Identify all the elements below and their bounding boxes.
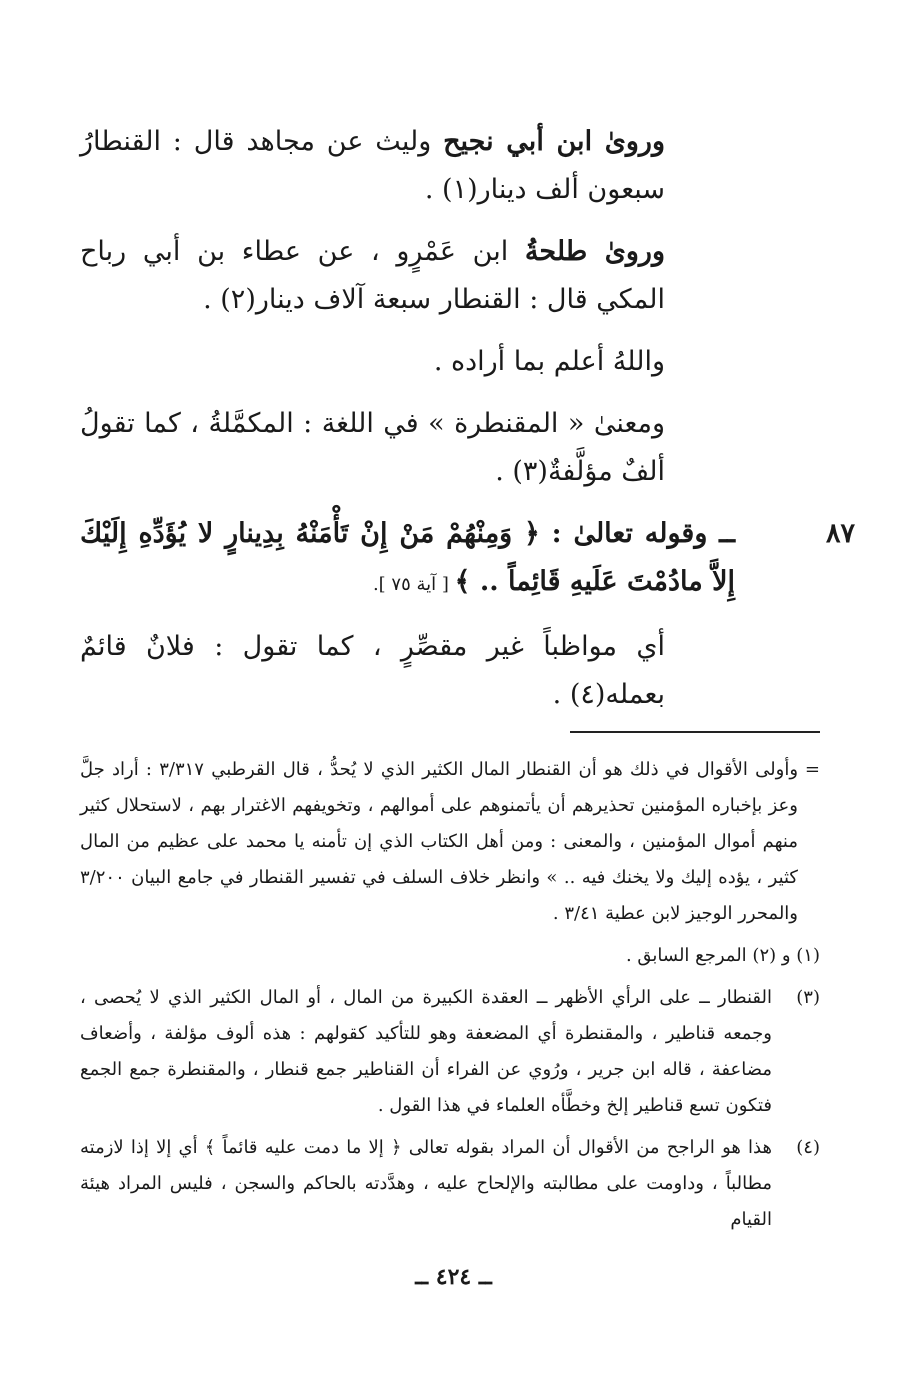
verse-reference: [ آية ٧٥ ]. (372, 574, 455, 595)
footnote-3-number: (٣) (796, 987, 820, 1008)
continuation-marker: = (804, 759, 820, 780)
footnotes (80, 752, 820, 1244)
verse-text (80, 510, 735, 609)
footnote-1-2: (١) و (٢) المرجع السابق . (625, 945, 820, 966)
paragraph-2 (80, 228, 735, 324)
verse-quote: ــ وقوله تعالیٰ : ﴿ وَمِنْهُمْ مَنْ إِنْ تَأْمَنْهُ بِدِينارٍ لا يُؤَدِّهِ إِلَيْكَ إِلاَّ مادُمْتَ عَلَيهِ قَائِماً .. ﴾ (80, 518, 735, 597)
main-text (80, 118, 855, 733)
footnote-continued (80, 752, 820, 932)
narrator-name: ورویٰ ابن أبي نجيح (443, 126, 665, 157)
footnote-4 (80, 1130, 820, 1238)
paragraph-1 (80, 118, 735, 214)
paragraph-5: أي مواظباً غير مقصِّرٍ ، كما تقول : فلانٌ قائمٌ بعمله(٤) . (80, 631, 665, 710)
footnote-continued-text: وأولى الأقوال في ذلك هو أن القنطار المال الكثير الذي لا يُحدُّ ، قال القرطبي ٣/٣١٧ : أراد جلَّ وعز بإخباره المؤمنين تحذيرهم أن يأتمنوهم على أموالهم ، وتخويفهم الاغترار بهم ، لاستحلال كثير منهم أموال المؤمنين ، والمعنى : ومن أهل الكتاب الذي إن تأمنه يا محمد على عظيم من المال كثير ، يؤده إليك ولا يخنك فيه .. » وانظر خلاف السلف في تفسير القنطار في جامع البيان ٣/٢٠٠ والمحرر الوجيز لابن عطية ٣/٤١ . (80, 759, 799, 924)
footnote-4-number: (٤) (796, 1137, 820, 1158)
paragraph-2-text: ابن عَمْرٍو ، عن عطاء بن أبي رباح المكي قال : القنطار سبعة آلاف دينار(٢) . (80, 236, 665, 315)
verse-number: ٨٧ (825, 518, 855, 549)
footnote-3 (80, 980, 820, 1124)
paragraph-4: ومعنیٰ « المقنطرة » في اللغة : المكمَّلةُ ، كما تقولُ ألفٌ مؤلَّفةٌ(٣) . (80, 408, 665, 487)
footnote-3-text: القنطار ــ على الرأي الأظهر ــ العقدة الكبيرة من المال ، أو المال الكثير الذي لا يُحصى ، وجمعه قناطير ، والمقنطرة أي المضعفة وهو للتأكيد كقولهم : هذه ألوف مؤلفة ، وأضعاف مضاعفة ، قاله ابن جرير ، ورُوي عن الفراء أن القناطير جمع قنطار ، والمقنطرة جمع الجمع فتكون تسع قناطير إلخ وخطَّأه العلماء في هذا القول . (80, 987, 772, 1116)
verse-entry (80, 510, 855, 609)
paragraph-3: واللهُ أعلم بما أراده . (433, 346, 665, 377)
footnote-4-text: هذا هو الراجح من الأقوال أن المراد بقوله تعالى ﴿ إلا ما دمت عليه قائماً ﴾ أي إلا إذا لازمته مطالباً ، وداومت على مطالبته والإلحاح عليه ، وهدَّدته بالحاكم والسجن ، فليس المراد هيئة القيام (80, 1137, 772, 1230)
narrator-name: ورویٰ طلحةُ (524, 236, 665, 267)
footnote-divider (570, 731, 820, 733)
page-number: ــ ٤٢٤ ــ (415, 1264, 492, 1290)
paragraph-1-text: وليث عن مجاهد قال : القنطارُ سبعون ألف دينار(١) . (80, 126, 665, 205)
